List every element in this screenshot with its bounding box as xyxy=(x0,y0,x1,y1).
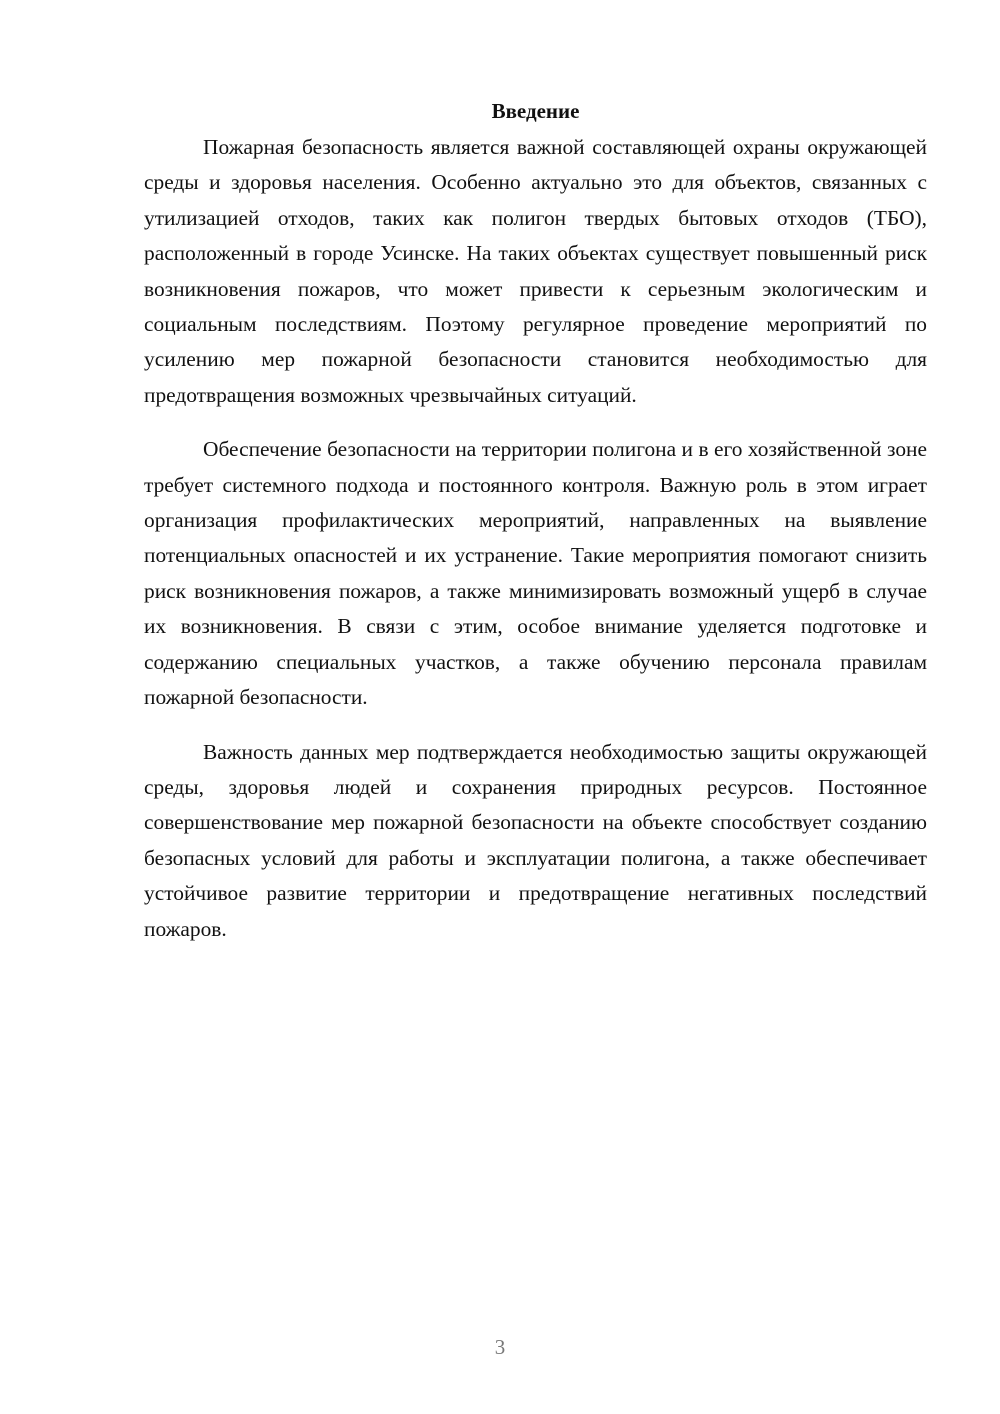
paragraph-2: Обеспечение безопасности на территории полигона и в его хозяйственной зоне требует системного подхода и постоянного контроля. Важную роль в этом играет организация профилактических мероприятий, направленных на выявление потенциальных опасностей и их устранение. Такие мероприятия помогают снизить риск возникновения пожаров, а также минимизировать возможный ущерб в случае их возникновения. В связи с этим, особое внимание уделяется подготовке и содержанию специальных участков, а также обучению персонала правилам пожарной безопасности. xyxy=(144,437,927,710)
paragraph-1: Пожарная безопасность является важной составляющей охраны окружающей среды и здоровья населения. Особенно актуально это для объектов, связанных с утилизацией отходов, таких как полигон твердых бытовых отходов (ТБО), расположенный в городе Усинске. На таких объектах существует повышенный риск возникновения пожаров, что может привести к серьезным экологическим и социальным последствиям. Поэтому регулярное проведение мероприятий по усилению мер пожарной безопасности становится необходимостью для предотвращения возможных чрезвычайных ситуаций. xyxy=(144,135,927,407)
page-content xyxy=(144,96,927,966)
paragraph-3: Важность данных мер подтверждается необходимостью защиты окружающей среды, здоровья людей и сохранения природных ресурсов. Постоянное совершенствование мер пожарной безопасности на объекте способствует созданию безопасных условий для работы и эксплуатации полигона, а также обеспечивает устойчивое развитие территории и предотвращение негативных последствий пожаров. xyxy=(144,739,927,941)
page-number: 3 xyxy=(494,1335,506,1359)
section-heading: Введение xyxy=(491,99,580,123)
